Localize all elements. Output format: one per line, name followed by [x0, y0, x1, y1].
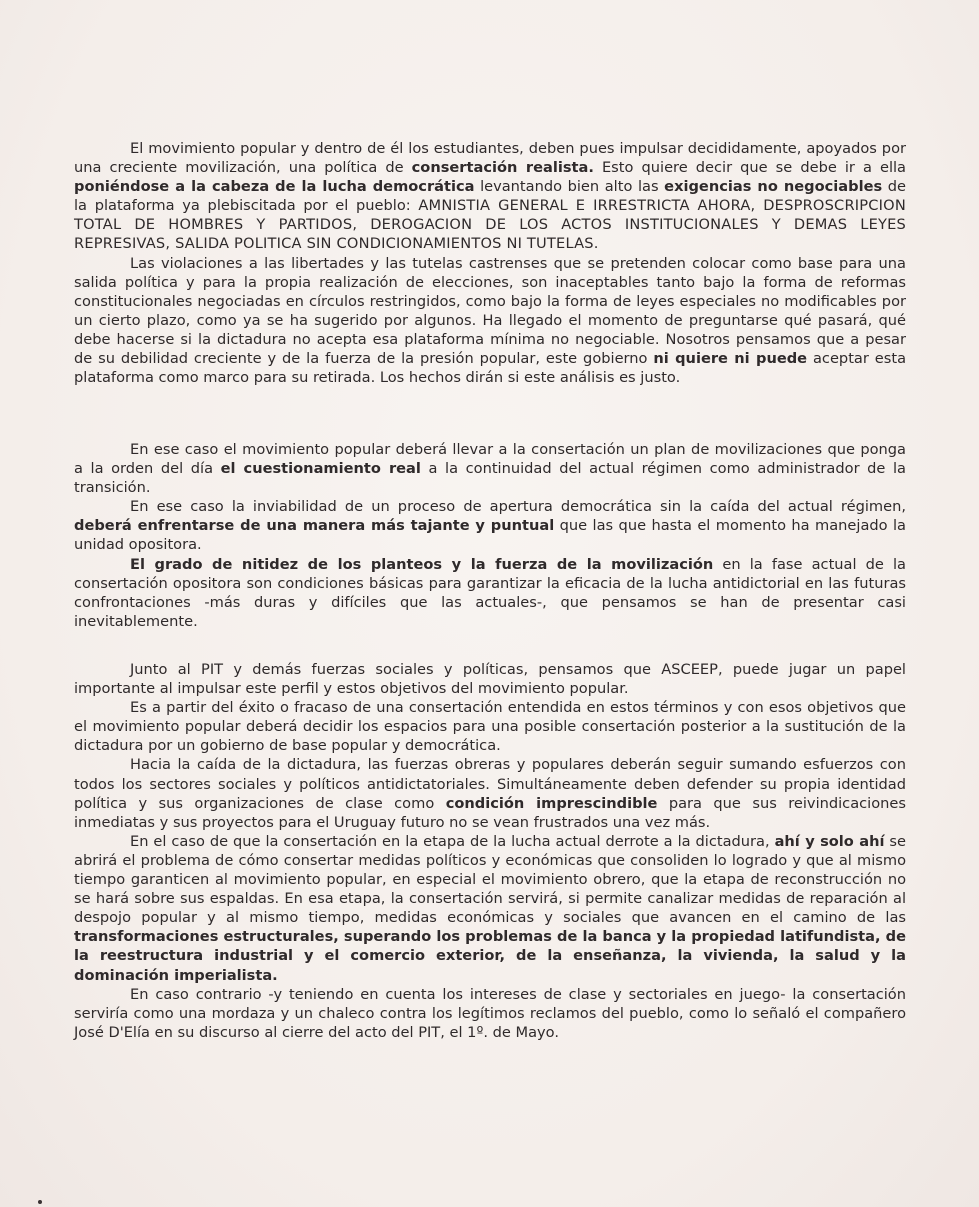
paragraph: [74, 660, 906, 698]
bold-text: deberá enfrentarse de una manera más tajante y puntual: [74, 517, 555, 535]
bold-text: El grado de nitidez de los planteos y la fuerza de la movilización: [130, 555, 714, 573]
paragraph: [74, 832, 906, 985]
text: de la plataforma ya plebiscitada por el pueblo:: [74, 178, 906, 215]
text: En el caso de que la consertación en la etapa de la lucha actual derrote a la dictadura,: [130, 832, 775, 850]
text: Las violaciones a las libertades y las tutelas castrenses que se pretenden colocar como base para una salida política y para la propia realización de elecciones, son inaceptables tanto bajo la forma de reformas constitucionales negociadas en círculos restringidos, como bajo la forma de leyes especiales no modificables por un cierto plazo, como ya se ha sugerido por algunos. Ha llegado el momento de preguntarse qué pasará, qué debe hacerse si la dictadura no acepta esa plataforma mínima no negociable. Nosotros pensamos que a pesar de su debilidad creciente y de la fuerza de la presión popular, este gobierno: [74, 254, 906, 368]
bold-text: consertación realista.: [411, 159, 594, 177]
text: En ese caso el movimiento popular deberá llevar a la consertación un plan de movilizaciones que ponga a la orden del día: [74, 441, 906, 478]
bold-text: ni quiere ni puede: [653, 350, 808, 368]
bold-text: poniéndose a la cabeza de la lucha democrática: [74, 178, 475, 196]
text: Junto al PIT y demás fuerzas sociales y políticas, pensamos que ASCEEP, puede jugar un papel importante al impulsar este perfil y estos objetivos del movimiento popular.: [74, 661, 906, 698]
paragraph: [74, 698, 906, 755]
section-asceep-pit: [74, 660, 906, 1042]
text: para que sus reivindicaciones inmediatas y sus proyectos para el Uruguay futuro no se vean frustrados una vez más.: [74, 794, 906, 831]
text: En ese caso la inviabilidad de un proceso de apertura democrática sin la caída del actual régimen,: [130, 498, 906, 516]
platform-demands: AMNISTIA GENERAL E IRRESTRICTA AHORA, DESPROSCRIPCION TOTAL DE HOMBRES Y PARTIDOS, DEROGACION DE LOS ACTOS INSTITUCIONALES Y DEMAS LEYES REPRESIVAS, SALIDA POLITICA SIN CONDICIONAMIENTOS NI TUTELAS.: [74, 197, 906, 253]
text: aceptar esta plataforma como marco para su retirada. Los hechos dirán si este análisis es justo.: [74, 350, 907, 387]
paragraph: [74, 139, 906, 254]
text: Esto quiere decir que se debe ir a ella: [593, 159, 907, 177]
text: que las que hasta el momento ha manejado la unidad opositora.: [74, 517, 906, 554]
section-consertacion-realista: [74, 139, 906, 387]
text: en la fase actual de la consertación opositora son condiciones básicas para garantizar la eficacia de la lucha antidictorial en las futuras confrontaciones -más duras y difíciles que las actuales-, que pensamos se han de presentar casi inevitablemente.: [74, 555, 906, 630]
paragraph: [74, 440, 906, 497]
text: Hacia la caída de la dictadura, las fuerzas obreras y populares deberán seguir sumando esfuerzos con todos los sectores sociales y políticos antidictatoriales. Simultáneamente deben defender su propia identidad política y sus organizaciones de clase como: [74, 756, 906, 812]
text: levantando bien alto las: [474, 178, 665, 196]
text: El movimiento popular y dentro de él los estudiantes, deben pues impulsar decididamente, apoyados por una creciente movilización, una política de: [74, 140, 906, 177]
paragraph: [74, 497, 906, 554]
paragraph: [74, 555, 906, 631]
text: se abrirá el problema de cómo consertar medidas políticos y económicas que consoliden lo logrado y que al mismo tiempo garanticen al movimiento popular, en especial el movimiento obrero, que la etapa de reconstrucción no se hará sobre sus espaldas. En esa etapa, la consertación servirá, si permite canalizar medidas de reparación al despojo popular y al mismo tiempo, medidas económicas y sociales que avancen en el camino de las: [74, 832, 906, 927]
section-movilizaciones: [74, 440, 906, 631]
ink-speck: [38, 1200, 42, 1204]
text: Es a partir del éxito o fracaso de una consertación entendida en estos términos y con esos objetivos que el movimiento popular deberá decidir los espacios para una posible consertación posterior a la sustitución de la dictadura por un gobierno de base popular y democrática.: [74, 699, 906, 755]
text: a la continuidad del actual régimen como administrador de la transición.: [74, 460, 906, 497]
bold-text: condición imprescindible: [445, 794, 658, 812]
bold-text: el cuestionamiento real: [220, 460, 421, 478]
paragraph: [74, 755, 906, 831]
paragraph: [74, 254, 906, 388]
bold-text: ahí y solo ahí: [774, 832, 885, 850]
bold-text: exigencias no negociables: [664, 178, 883, 196]
paragraph: [74, 985, 906, 1042]
text: En caso contrario -y teniendo en cuenta los intereses de clase y sectoriales en juego- la consertación serviría como una mordaza y un chaleco contra los legítimos reclamos del pueblo, como lo señaló el compañero José D'Elía en su discurso al cierre del acto del PIT, el 1º. de Mayo.: [74, 985, 906, 1041]
bold-text: transformaciones estructurales, superando los problemas de la banca y la propiedad latifundista, de la reestructura industrial y el comercio exterior, de la enseñanza, la vivienda, la salud y la dominación imperialista.: [74, 928, 906, 984]
